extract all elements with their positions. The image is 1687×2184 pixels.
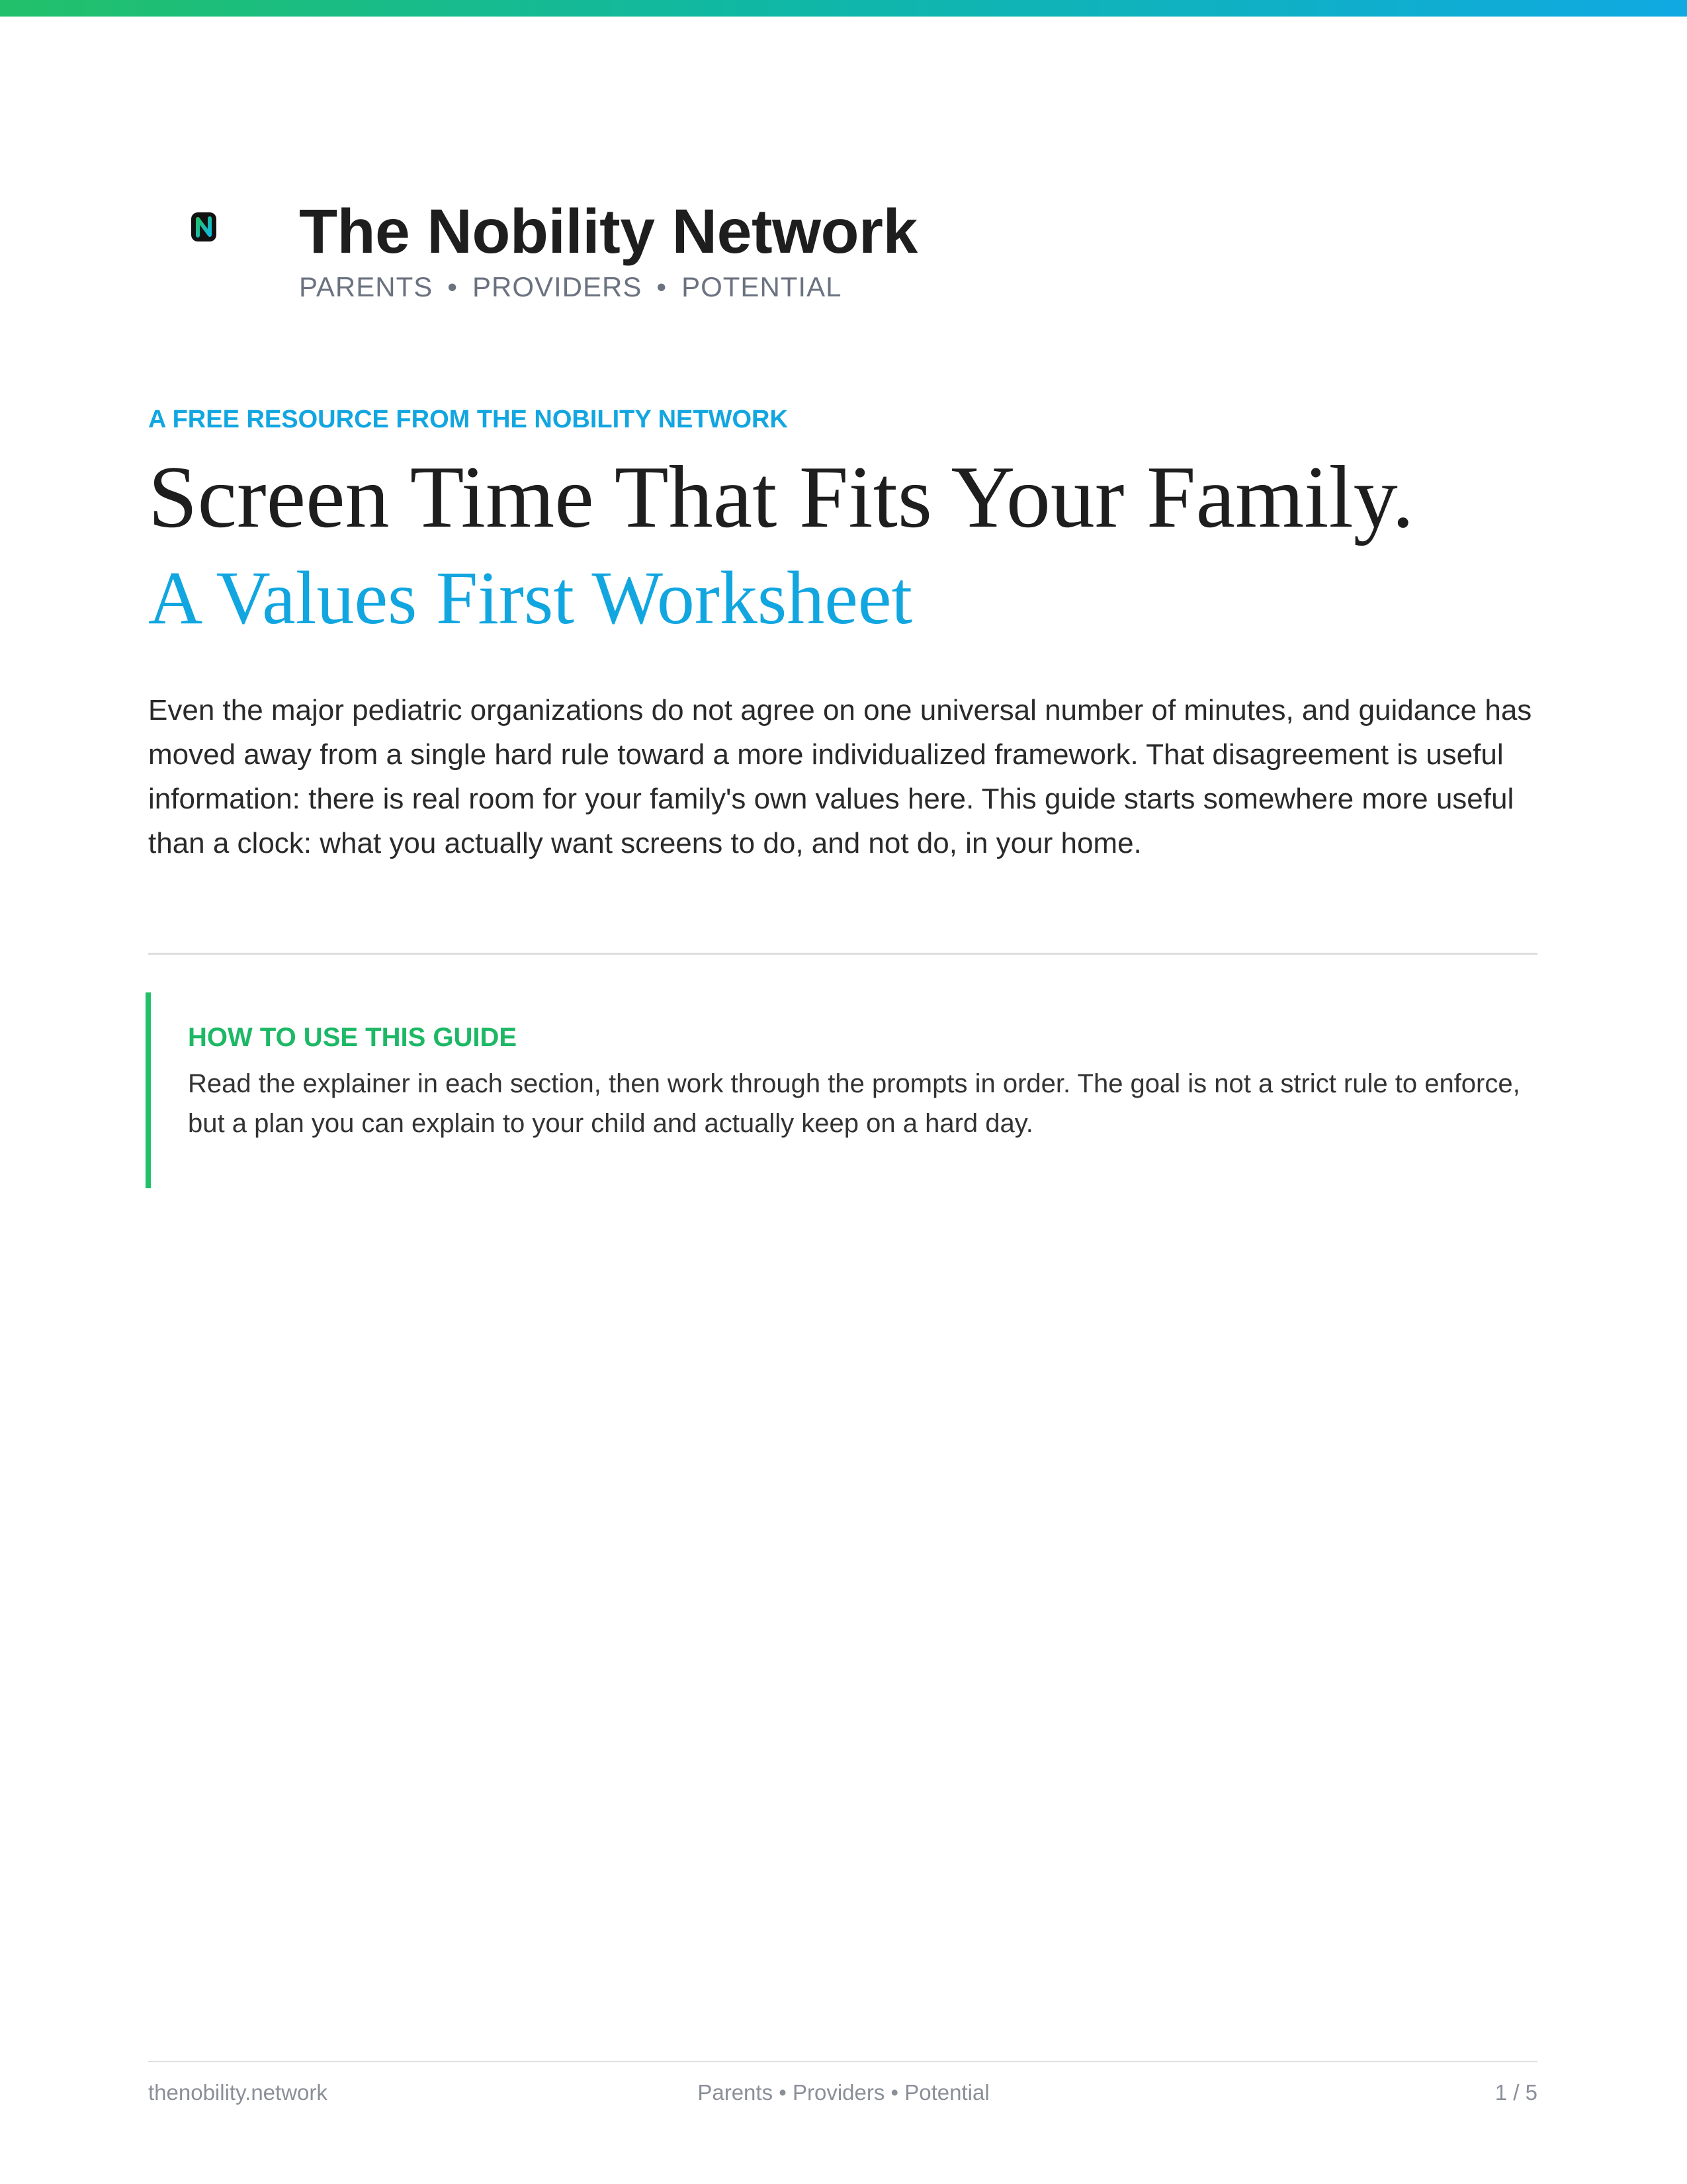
page-subtitle: A Values First Worksheet xyxy=(148,556,913,640)
section-divider xyxy=(148,953,1537,955)
top-gradient-bar xyxy=(0,0,1687,17)
how-to-callout xyxy=(146,992,1537,1188)
tagline-separator: • xyxy=(447,271,458,302)
footer-site-link[interactable]: thenobility.network xyxy=(148,2080,327,2105)
brand-tagline xyxy=(299,271,842,303)
page-title: Screen Time That Fits Your Family. xyxy=(148,448,1414,546)
footer-motto: Parents • Providers • Potential xyxy=(697,2080,990,2105)
tagline-word: PARENTS xyxy=(299,271,433,302)
callout-body: Read the explainer in each section, then work through the prompts in order. The goal is not a strict rule to enforce, but a plan you can explain to your child and actually keep on a hard day. xyxy=(188,1069,1520,1138)
tagline-separator: • xyxy=(656,271,668,302)
intro-paragraph: Even the major pediatric organizations do not agree on one universal number of minutes, and guidance has moved away from a single hard rule toward a more individualized framework. That disagreement is useful information: there is real room for your family's own values here. This guide starts somewhere more useful than a clock: what you actually want screens to do, and not do, in your home. xyxy=(148,694,1532,859)
eyebrow-label: A FREE RESOURCE FROM THE NOBILITY NETWORK xyxy=(148,406,788,433)
tagline-word: POTENTIAL xyxy=(681,271,842,302)
tagline-word: PROVIDERS xyxy=(472,271,642,302)
callout-heading: HOW TO USE THIS GUIDE xyxy=(188,1023,517,1052)
page-number: 1 / 5 xyxy=(1494,2080,1537,2105)
footer-divider xyxy=(148,2061,1537,2062)
n-letter-logo-icon xyxy=(189,210,218,243)
brand-name: The Nobility Network xyxy=(299,197,918,267)
